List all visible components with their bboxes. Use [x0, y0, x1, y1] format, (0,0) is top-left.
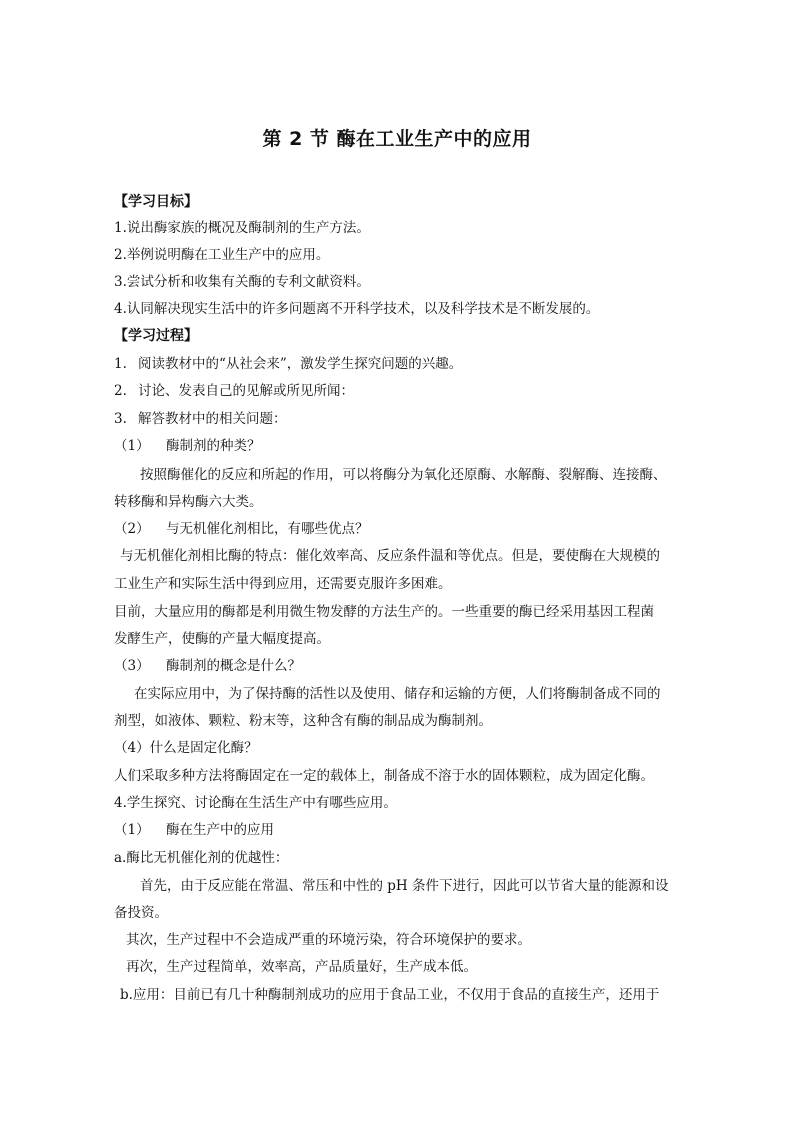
step-text: 讨论、发表自己的见解或所见所闻：	[138, 383, 354, 399]
point-label: a.酶比无机催化剂的优越性：	[114, 850, 289, 866]
question-number: （2）	[114, 521, 150, 537]
goal-item: 3.尝试分析和收集有关酶的专利文献资料。	[114, 274, 370, 290]
question-2	[114, 519, 686, 539]
step-item	[114, 354, 686, 374]
step-item: 4.学生探究、讨论酶在生活生产中有哪些应用。	[114, 795, 397, 811]
answer-line: 在实际应用中，为了保持酶的活性以及使用、储存和运输的方便，人们将酶制备成不同的	[134, 686, 661, 702]
question-3	[114, 656, 686, 676]
step-number: 2.	[114, 383, 127, 399]
question-4: （4）什么是固定化酶？	[114, 740, 258, 756]
question-number: （1）	[114, 438, 150, 454]
question-1	[114, 436, 686, 456]
step-number: 3.	[114, 411, 127, 427]
question-number: （3）	[114, 658, 150, 674]
question-text: 酶制剂的种类？	[166, 438, 261, 454]
goal-item: 1.说出酶家族的概况及酶制剂的生产方法。	[114, 220, 370, 236]
answer-line: 剂型，如液体、颗粒、粉末等，这种含有酶的制品成为酶制剂。	[114, 713, 492, 729]
goal-item: 2.举例说明酶在工业生产中的应用。	[114, 247, 330, 263]
answer-line: 其次，生产过程中不会造成严重的环境污染，符合环境保护的要求。	[126, 932, 531, 948]
answer-line: 按照酶催化的反应和所起的作用，可以将酶分为氧化还原酶、水解酶、裂解酶、连接酶、	[140, 467, 667, 483]
process-heading: 【学习过程】	[114, 328, 198, 344]
answer-line: 人们采取多种方法将酶固定在一定的载体上，制备成不溶于水的固体颗粒，成为固定化酶。	[114, 768, 654, 784]
question-text: 酶在生产中的应用	[166, 822, 274, 838]
question-text: 与无机催化剂相比，有哪些优点？	[166, 521, 369, 537]
answer-line: 与无机催化剂相比酶的特点：催化效率高、反应条件温和等优点。但是，要使酶在大规模的	[120, 548, 660, 564]
page-title: 第 2 节 酶在工业生产中的应用	[262, 128, 532, 150]
question-number: （1）	[114, 822, 150, 838]
answer-line: 首先，由于反应能在常温、常压和中性的 pH 条件下进行，因此可以节省大量的能源和设	[140, 878, 669, 894]
step-item	[114, 409, 686, 429]
answer-line: 备投资。	[114, 905, 168, 921]
step-number: 1.	[114, 356, 127, 372]
answer-line: b.应用：目前已有几十种酶制剂成功的应用于食品工业，不仅用于食品的直接生产，还用于	[120, 987, 660, 1003]
question-text: 酶制剂的概念是什么？	[166, 658, 301, 674]
step-text: 阅读教材中的“从社会来”，激发学生探究问题的兴趣。	[138, 356, 463, 372]
step-text: 解答教材中的相关问题：	[138, 411, 287, 427]
answer-line: 再次，生产过程简单，效率高，产品质量好，生产成本低。	[126, 959, 477, 975]
goals-heading: 【学习目标】	[114, 194, 198, 210]
answer-line: 转移酶和异构酶六大类。	[114, 494, 263, 510]
goal-item: 4.认同解决现实生活中的许多问题离不开科学技术，以及科学技术是不断发展的。	[114, 301, 600, 317]
step-item	[114, 381, 686, 401]
answer-line: 发酵生产，使酶的产量大幅度提高。	[114, 631, 330, 647]
answer-line: 工业生产和实际生活中得到应用，还需要克服许多困难。	[114, 576, 452, 592]
sub-question-1	[114, 820, 686, 840]
answer-line: 目前，大量应用的酶都是利用微生物发酵的方法生产的。一些重要的酶已经采用基因工程菌	[114, 604, 654, 620]
